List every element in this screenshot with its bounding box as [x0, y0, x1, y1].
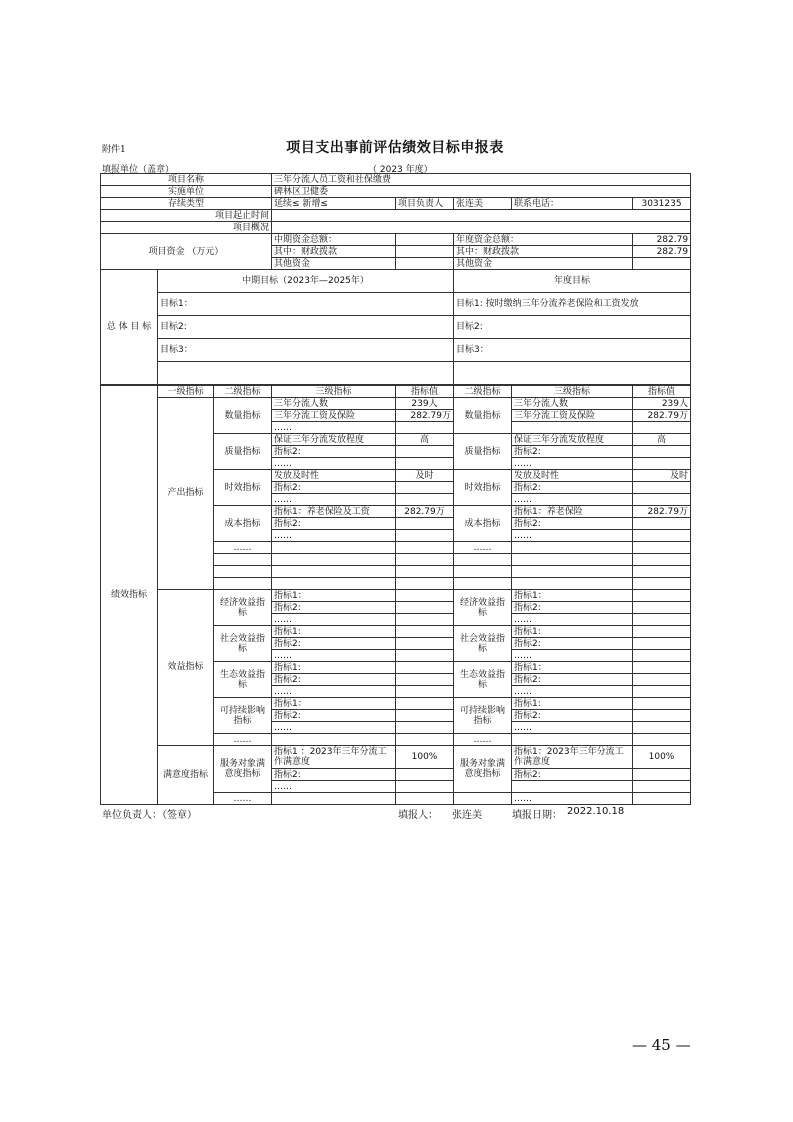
q2-val-annual: 282.79万 — [633, 410, 691, 422]
q1-val-annual: 239人 — [633, 398, 691, 410]
mid-goal-header: 中期目标（2023年—2025年） — [158, 270, 454, 293]
mid-goal-blank — [158, 362, 454, 385]
qual2: 指标2: — [272, 446, 396, 458]
sat2-annual: 指标2: — [512, 769, 633, 781]
table-row — [101, 210, 691, 222]
phone-number: 3031235 — [633, 198, 691, 210]
social-label-annual: 社会效益指标 — [454, 626, 512, 662]
table-row — [101, 746, 691, 769]
mid-goal-2: 目标2: — [158, 316, 454, 339]
col-val: 指标值 — [396, 386, 454, 398]
table-row — [101, 339, 691, 362]
annual-goal-blank — [454, 362, 691, 385]
q2-val: 282.79万 — [396, 410, 454, 422]
q-more-annual — [512, 422, 633, 434]
table-row — [101, 590, 691, 602]
cat-output: 产出指标 — [158, 398, 214, 590]
mid-fiscal-label: 其中：财政拨款 — [272, 246, 396, 258]
table-row — [101, 316, 691, 339]
sat1: 指标1 ：2023年三年分流工作满意度 — [272, 746, 396, 769]
economic-label: 经济效益指标 — [214, 590, 272, 626]
ecol-more: …… — [272, 686, 396, 698]
mid-other-label: 其他资金 — [272, 258, 396, 270]
annual-goal-1: 目标1: 按时缴纳三年分流养老保险和工资发放 — [454, 293, 691, 316]
mid-other-value — [396, 258, 454, 270]
impl-unit-label: 实施单位 — [101, 186, 272, 198]
sus1-annual: 指标1: — [512, 698, 633, 710]
q1-val: 239人 — [396, 398, 454, 410]
sat-more: …… — [272, 781, 396, 793]
indicator-table — [100, 385, 691, 805]
report-sheet — [100, 132, 690, 820]
qual2-annual: 指标2: — [512, 446, 633, 458]
sus-more: …… — [272, 722, 396, 734]
soc1: 指标1: — [272, 626, 396, 638]
filler-label: 填报人： — [398, 810, 438, 821]
eco1-annual: 指标1： — [512, 590, 633, 602]
mid-goal-1: 目标1： — [158, 293, 454, 316]
header — [100, 132, 690, 162]
sus2-annual: 指标2: — [512, 710, 633, 722]
ecol-more-annual: …… — [512, 686, 633, 698]
funds-label: 项目资金 （万元） — [101, 234, 272, 270]
type-value: 延续≤ 新增≤ — [272, 198, 396, 210]
effect-more: …… — [214, 734, 272, 746]
qual-more: …… — [272, 458, 396, 470]
project-name: 三年分流人员工资和社保缴费 — [272, 174, 691, 186]
sat-cat-more: …… — [214, 793, 272, 805]
cost-label: 成本指标 — [214, 506, 272, 542]
q2-annual: 三年分流工资及保险 — [512, 410, 633, 422]
annual-total-label: 年度资金总额： — [454, 234, 633, 246]
attachment-label: 附件1 — [102, 145, 126, 155]
col-l1: 一级指标 — [158, 386, 214, 398]
leader-sign-label: 单位负责人：（签章） — [102, 810, 197, 821]
table-row — [101, 234, 691, 246]
soc-more: …… — [272, 650, 396, 662]
time1: 发放及时性 — [272, 470, 396, 482]
ecol2: 指标2: — [272, 674, 396, 686]
sus-more-annual: …… — [512, 722, 633, 734]
quantity-label-annual: 数量指标 — [454, 398, 512, 434]
subheader — [100, 162, 690, 173]
annual-other-value — [633, 258, 691, 270]
table-row — [101, 398, 691, 410]
time-more: …… — [272, 494, 396, 506]
time2-annual: 指标2: — [512, 482, 633, 494]
soc1-annual: 指标1: — [512, 626, 633, 638]
ecol1: 指标1: — [272, 662, 396, 674]
cost2-annual: 指标2: — [512, 518, 633, 530]
qual1: 保证三年分流发放程度 — [272, 434, 396, 446]
soc2: 指标2: — [272, 638, 396, 650]
time2: 指标2: — [272, 482, 396, 494]
date-label: 填报日期： — [512, 810, 562, 821]
sat-more-annual — [512, 781, 633, 793]
page-number: — 45 — — [632, 1036, 691, 1054]
ecol2-annual: 指标2: — [512, 674, 633, 686]
mid-total-value — [396, 234, 454, 246]
qual1-val: 高 — [396, 434, 454, 446]
table-row — [101, 362, 691, 385]
soc-more-annual: …… — [512, 650, 633, 662]
table-row — [101, 270, 691, 293]
annual-goal-2: 目标2: — [454, 316, 691, 339]
ecol1-annual: 指标1： — [512, 662, 633, 674]
sat2: 指标2: — [272, 769, 396, 781]
q1-annual: 三年分流人数 — [512, 398, 633, 410]
eco-more-annual: …… — [512, 614, 633, 626]
mid-total-label: 中期资金总额： — [272, 234, 396, 246]
time1-val: 及时 — [396, 470, 454, 482]
cost1: 指标1：养老保险及工资 — [272, 506, 396, 518]
filler-name: 张连美 — [452, 810, 482, 821]
qual1-val-annual: 高 — [633, 434, 691, 446]
date-value: 2022.10.18 — [567, 806, 625, 817]
time-more-annual: …… — [512, 494, 633, 506]
quantity-label: 数量指标 — [214, 398, 272, 434]
overview-value — [272, 222, 691, 234]
col-l3-annual: 三级指标 — [512, 386, 633, 398]
cost1-annual: 指标1：养老保险 — [512, 506, 633, 518]
table-row — [101, 222, 691, 234]
time1-val-annual: 及时 — [633, 470, 691, 482]
qual-more-annual: …… — [512, 458, 633, 470]
service-label: 服务对象满意度指标 — [214, 746, 272, 793]
sus1: 指标1： — [272, 698, 396, 710]
report-table — [100, 173, 691, 385]
sustain-label: 可持续影响指标 — [214, 698, 272, 734]
effect-more-annual: …… — [454, 734, 512, 746]
project-name-label: 项目名称 — [101, 174, 272, 186]
overview-label: 项目概况 — [101, 222, 272, 234]
col-l3: 三级指标 — [272, 386, 396, 398]
annual-total-value: 282.79 — [633, 234, 691, 246]
period-label: 项目起止时间 — [101, 210, 272, 222]
period-value — [272, 210, 691, 222]
goals-side-label: 总 体 目 标 — [101, 270, 158, 385]
footer — [100, 806, 690, 820]
eco-more: …… — [272, 614, 396, 626]
cat-effect: 效益指标 — [158, 590, 214, 746]
cost-label-annual: 成本指标 — [454, 506, 512, 542]
sus2: 指标2: — [272, 710, 396, 722]
q2: 三年分流工资及保险 — [272, 410, 396, 422]
quality-label-annual: 质量指标 — [454, 434, 512, 470]
leader-name: 张连美 — [454, 198, 512, 210]
type-label: 存续类型 — [101, 198, 272, 210]
eco2-annual: 指标2: — [512, 602, 633, 614]
eco1: 指标1： — [272, 590, 396, 602]
ecological-label-annual: 生态效益指标 — [454, 662, 512, 698]
mid-fiscal-value — [396, 246, 454, 258]
table-row — [101, 386, 691, 398]
social-label: 社会效益指标 — [214, 626, 272, 662]
annual-goal-3: 目标3： — [454, 339, 691, 362]
q1: 三年分流人数 — [272, 398, 396, 410]
col-l2-annual: 二级指标 — [454, 386, 512, 398]
cost-more-annual: …… — [512, 530, 633, 542]
soc2-annual: 指标2: — [512, 638, 633, 650]
cost2: 指标2: — [272, 518, 396, 530]
cost1-val-annual: 282.79万 — [633, 506, 691, 518]
timeliness-label: 时效指标 — [214, 470, 272, 506]
table-row — [101, 174, 691, 186]
table-row — [101, 198, 691, 210]
output-more: …… — [214, 542, 272, 554]
sat-cat-more-annual — [454, 793, 512, 805]
annual-other-label: 其他资金 — [454, 258, 633, 270]
ecological-label: 生态效益指标 — [214, 662, 272, 698]
page-title: 项目支出事前评估绩效目标申报表 — [286, 140, 504, 156]
time1-annual: 发放及时性 — [512, 470, 633, 482]
col-l2: 二级指标 — [214, 386, 272, 398]
economic-label-annual: 经济效益指标 — [454, 590, 512, 626]
perf-side-label: 绩效指标 — [101, 386, 158, 805]
eco2: 指标2: — [272, 602, 396, 614]
sat1-val: 100% — [396, 746, 454, 769]
annual-goal-header: 年度目标 — [454, 270, 691, 293]
sustain-label-annual: 可持续影响指标 — [454, 698, 512, 734]
phone-label: 联系电话： — [512, 198, 633, 210]
mid-goal-3: 目标3： — [158, 339, 454, 362]
sat1-val-annual: 100% — [633, 746, 691, 769]
quality-label: 质量指标 — [214, 434, 272, 470]
timeliness-label-annual: 时效指标 — [454, 470, 512, 506]
annual-fiscal-label: 其中：财政拨款 — [454, 246, 633, 258]
impl-unit: 碑林区卫健委 — [272, 186, 691, 198]
qual1-annual: 保证三年分流发放程度 — [512, 434, 633, 446]
sat1-annual: 指标1：2023年三年分流工作满意度 — [512, 746, 633, 769]
output-more-annual: …… — [454, 542, 512, 554]
table-row — [101, 293, 691, 316]
q-more: …… — [272, 422, 396, 434]
unit-label: 填报单位（盖章） — [102, 165, 175, 175]
cost-more: …… — [272, 530, 396, 542]
cat-satisfaction: 满意度指标 — [158, 746, 214, 805]
leader-label: 项目负责人 — [396, 198, 454, 210]
col-val-annual: 指标值 — [633, 386, 691, 398]
year-label: （ 2023 年度） — [368, 165, 433, 175]
cost1-val: 282.79万 — [396, 506, 454, 518]
sat-extra-annual: …… — [512, 793, 633, 805]
service-label-annual: 服务对象满意度指标 — [454, 746, 512, 793]
annual-fiscal-value: 282.79 — [633, 246, 691, 258]
table-row — [101, 186, 691, 198]
